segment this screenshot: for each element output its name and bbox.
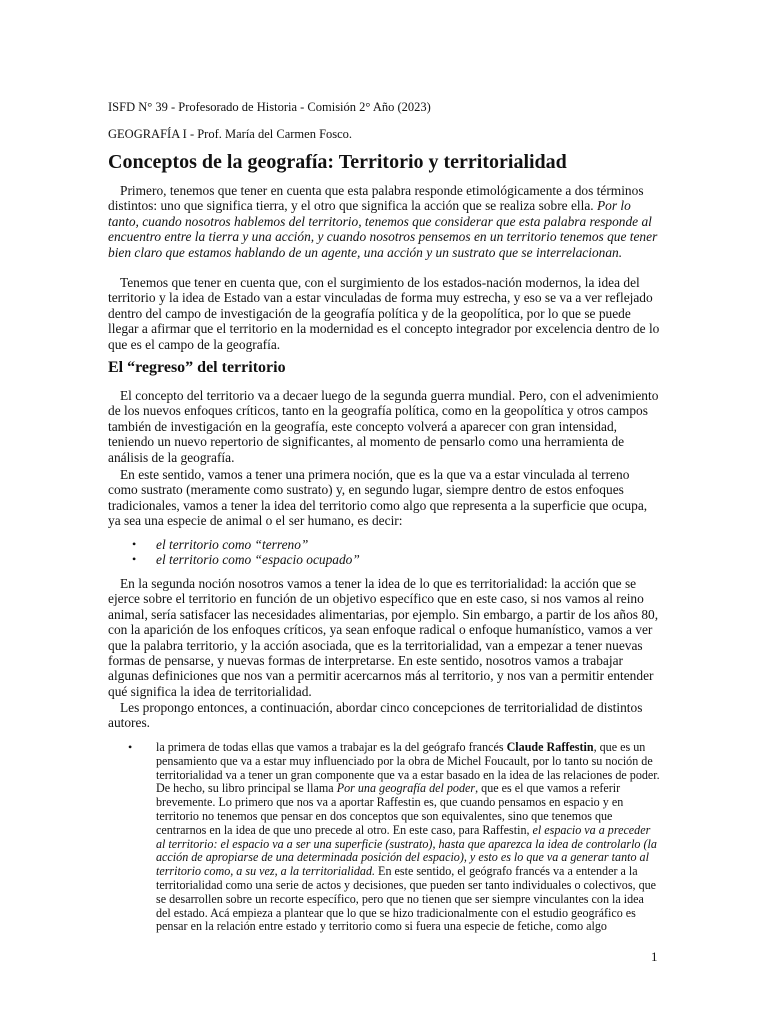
header-professor-line: GEOGRAFÍA I - Prof. María del Carmen Fosco. xyxy=(108,127,353,141)
paragraph-nation-states-text: Tenemos que tener en cuenta que, con el surgimiento de los estados-nación modernos, la idea del territorio y la idea de Estado van a estar vinculadas de forma muy estrecha, y eso se va a ver reflejado dentro del campo de investigación de la geografía política y de la geopolítica, por lo que se puede llegar a afirmar que el territorio en la modernidad es el concepto integrador por excelencia dentro de lo que es el campo de la geografía. xyxy=(108,275,660,352)
bullet-dot-icon: • xyxy=(132,537,137,551)
paragraph-etymology-text: Primero, tenemos que tener en cuenta que esta palabra responde etimológicamente a dos términos distintos: uno que significa tierra, y el otro que significa la acción que se realiza sobre ella. xyxy=(108,183,644,214)
paragraph-first-notion-text: En este sentido, vamos a tener una primera noción, que es la que va a estar vinculada al terreno como sustrato (meramente como sustrato) y, en segundo lugar, siempre dentro de estos enfoques tradicionales, vamos a tener la idea del territorio como algo que representa a la superficie que ocupa, ya sea una especie de animal o el ser humano, es decir: xyxy=(108,467,648,529)
raffestin-text-b: , que es un pensamiento que va a estar muy influenciado por la obra de Michel Foucault, por lo tanto su noción de territorialidad va a tener un gran componente que va a estar basado en la idea de las relaciones de poder. De hecho, su libro principal se llama xyxy=(156,740,660,796)
raffestin-text-a: la primera de todas ellas que vamos a trabajar es la del geógrafo francés xyxy=(156,740,507,754)
raffestin-book-title: Por una geografía del poder xyxy=(336,781,476,796)
list-item xyxy=(132,537,360,552)
bullet-dot-icon: • xyxy=(128,740,133,754)
bullet-dot-icon: • xyxy=(132,552,137,567)
paragraph-decline xyxy=(108,388,660,465)
paragraph-five-conceptions-text: Les propongo entonces, a continuación, abordar cinco concepciones de territorialidad de distintos autores. xyxy=(108,700,643,731)
paragraph-five-conceptions xyxy=(108,700,660,731)
list-item-text: el territorio como “espacio ocupado” xyxy=(156,552,360,568)
raffestin-author-name: Claude Raffestin xyxy=(506,740,594,754)
raffestin-text-c: , que es el que vamos a referir brevemente. Lo primero que nos va a aportar Raffestin es, que cuando pensamos en espacio y en territorio no tenemos que pensar en dos conceptos que son equivalentes, sino que tenemos que centrarnos en la idea de que uno precede al otro. En este caso, para Raffestin, xyxy=(156,781,624,837)
paragraph-first-notion xyxy=(108,467,660,529)
page-title: Conceptos de la geografía: Territorio y territorialidad xyxy=(108,151,567,173)
paragraph-second-notion xyxy=(108,576,660,699)
list-item xyxy=(132,552,360,568)
paragraph-etymology-italic: Por lo tanto, cuando nosotros hablemos del territorio, tenemos que considerar que esta palabra responde al encuentro entre la tierra y una acción, y cuando nosotros pensemos en un territorio tenemos que tener bien claro que estamos hablando de un agente, una acción y un sustrato que se interrelacionan. xyxy=(108,198,658,260)
raffestin-list-item xyxy=(156,741,660,934)
paragraph-nation-states xyxy=(108,275,660,352)
paragraph-etymology xyxy=(108,183,660,260)
list-item-text: el territorio como “terreno” xyxy=(156,537,309,552)
raffestin-text-d: En este sentido, el geógrafo francés va a entender a la territorialidad como una serie de actos y decisiones, que pueden ser tanto individuales o colectivos, que se desarrollen sobre un recorte específico, pero que no tienen que ser siempre vinculantes con la idea del estado. Acá empieza a plantear que lo que se hizo tradicionalmente con el estudio geográfico es pensar en la relación entre estado y territorio como si fuera una especie de fetiche, como algo xyxy=(156,864,657,934)
section-title-regreso: El “regreso” del territorio xyxy=(108,359,286,376)
raffestin-italic-definition: el espacio va a preceder al territorio: el espacio va a ser una superficie (sustrato), hasta que aparezca la idea de controlarlo (la acción de apropiarse de una determinada posición del espacio), y esto es lo que va a generar tanto al territorio como, a su vez, a la territorialidad. xyxy=(156,822,657,879)
paragraph-second-notion-text: En la segunda noción nosotros vamos a tener la idea de lo que es territorialidad: la acción que se ejerce sobre el territorio en función de un objetivo específico que en este caso, si nos vamos al reino animal, sería satisfacer las necesidades alimentarias, por ejemplo. Sin embargo, a partir de los años 80, con la aparición de los enfoques críticos, ya sean enfoque radical o enfoque humanístico, vamos a ver que la palabra territorio, y la acción asociada, que es la territorialidad, van a empezar a tener nuevas formas de pensarse, y nuevas formas de interpretarse. En este sentido, nosotros vamos a trabajar algunas definiciones que nos van a permitir acercarnos más al territorio, y nos van a permitir entender qué significa la idea de territorialidad. xyxy=(108,576,659,699)
page-number: 1 xyxy=(651,949,658,964)
paragraph-decline-text: El concepto del territorio va a decaer luego de la segunda guerra mundial. Pero, con el advenimiento de los nuevos enfoques críticos, tanto en la geografía política, como en la geopolítica y otros campos también de investigación en la geografía, este concepto volverá a aparecer con gran intensidad, teniendo un nuevo repertorio de significantes, al momento de pensarlo como una herramienta de análisis de la geografía. xyxy=(108,388,659,465)
header-course-line: ISFD N° 39 - Profesorado de Historia - Comisión 2° Año (2023) xyxy=(108,100,431,114)
notion-bullet-list xyxy=(132,537,360,568)
